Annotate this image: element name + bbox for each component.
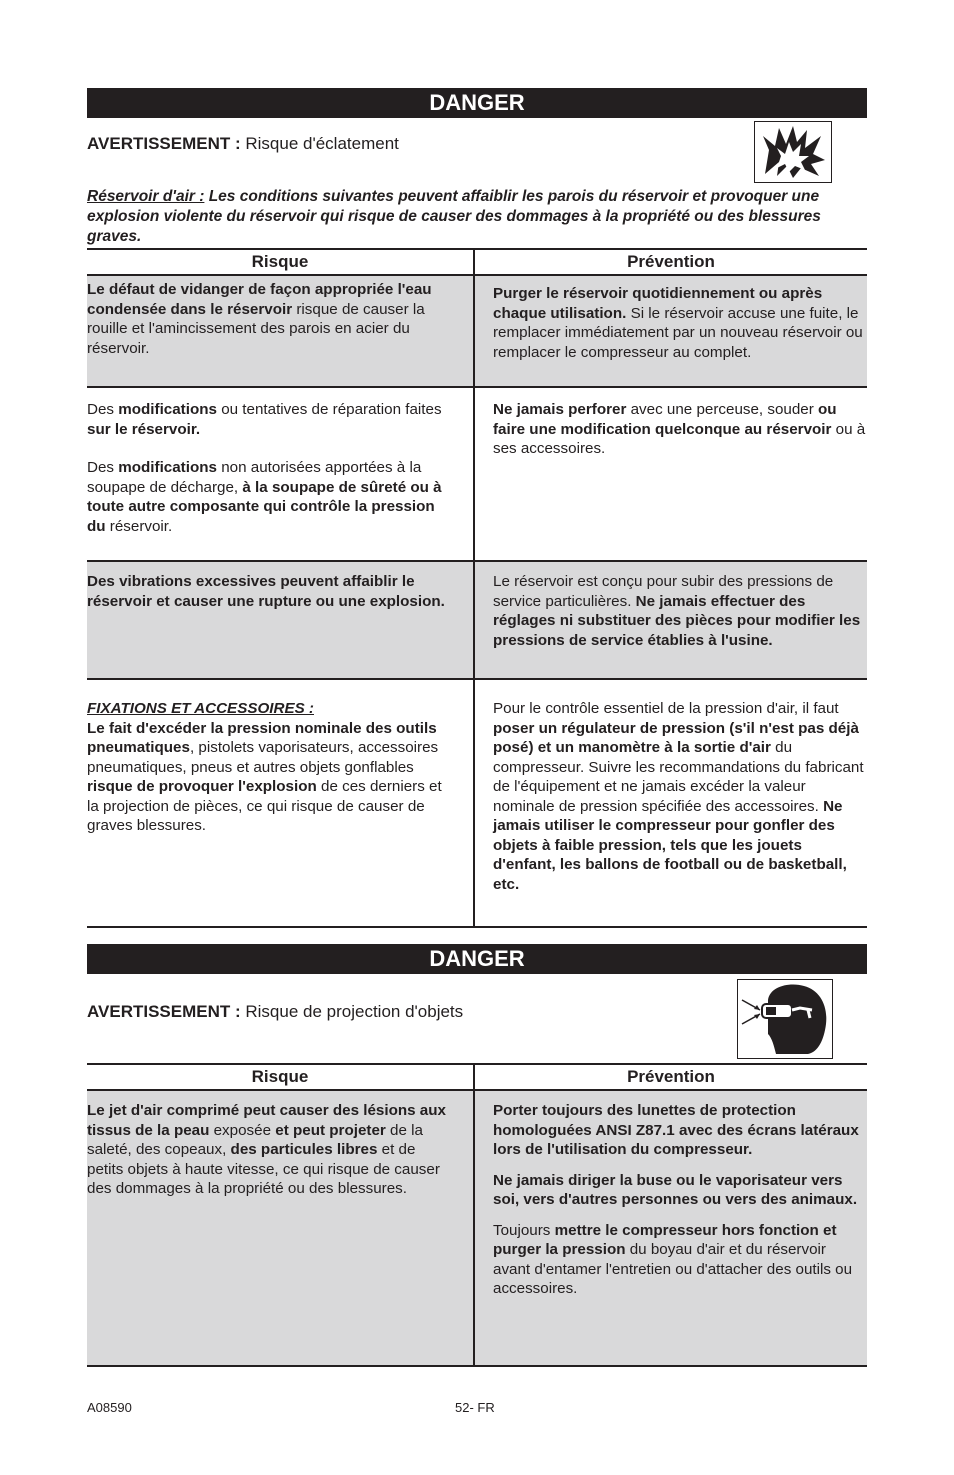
risk-text: exposée [209, 1121, 276, 1139]
intro-text: Les conditions suivantes peuvent affaiblir les parois du réservoir et provoquer une explosion violente du réservoir qui risque de causer des dommages à la propriété ou des blessures graves. [87, 188, 821, 245]
table-row [87, 1090, 867, 1366]
warning-label: AVERTISSEMENT : [87, 1002, 246, 1021]
risk-bold-text: et peut projeter [275, 1121, 386, 1139]
prevention-text: Le réservoir est conçu pour subir des pressions de service particulières. [493, 573, 834, 610]
risk-text: de la saleté, des copeaux, [87, 1121, 423, 1158]
risk-bold-text: sur le réservoir. [87, 420, 201, 438]
intro-paragraph-1 [87, 187, 867, 247]
risk-text: de ces derniers et la projection de pièces, ce qui risque de causer de graves blessures. [87, 778, 442, 834]
prevention-bold-text: Ne jamais diriger la buse ou le vaporisateur vers soi, vers d'autres personnes ou vers des animaux. [493, 1171, 858, 1208]
risk-cell [87, 387, 474, 561]
hazard-table-2 [87, 1063, 867, 1367]
page-number: 52- FR [455, 1400, 495, 1415]
risk-text: et de petits objets à haute vitesse, ce qui risque de causer des dommages à la propriété ou des blessures. [87, 1141, 440, 1197]
warning-title-1 [87, 134, 399, 154]
prevention-cell [474, 387, 867, 561]
column-header-prevention: Prévention [474, 1064, 867, 1090]
risk-bold-text: Le fait d'excéder la pression nominale des outils pneumatiques [87, 719, 437, 756]
risk-text: , pistolets vaporisateurs, accessoires pneumatiques, pneus et autres objets gonflables [87, 739, 439, 776]
prevention-text: Pour le contrôle essentiel de la pression d'air, il faut [493, 700, 839, 717]
prevention-paragraph [493, 1221, 867, 1299]
risk-bold-text: Le défaut de vidanger de façon appropriée l'eau condensée dans le réservoir [87, 281, 432, 318]
prevention-text: avec une perceuse, souder [626, 401, 819, 418]
danger-banner-1: DANGER [87, 88, 867, 118]
warning-label: AVERTISSEMENT : [87, 134, 246, 153]
warning-title-2 [87, 1002, 463, 1022]
risk-cell [87, 561, 474, 679]
prevention-cell [474, 679, 867, 927]
warning-text: Risque de projection d'objets [245, 1002, 464, 1021]
column-header-risk: Risque [87, 1064, 474, 1090]
prevention-cell [474, 561, 867, 679]
risk-bold-text: risque de provoquer l'explosion [87, 778, 317, 795]
column-header-risk: Risque [87, 249, 474, 275]
risk-bold-text: à la soupape de sûreté ou à toute autre composante qui contrôle la pression du [87, 478, 442, 535]
document-code: A08590 [87, 1400, 132, 1415]
fixations-heading: FIXATIONS ET ACCESSOIRES : [87, 700, 314, 717]
prevention-bold-text: mettre le compresseur hors fonction et purger la pression [493, 1221, 837, 1258]
risk-text: non autorisées apportées à la soupape de décharge, [87, 459, 422, 496]
explosion-icon [754, 121, 832, 183]
risk-text: Des [87, 401, 119, 418]
prevention-bold-text: ou faire une modification quelconque au réservoir [493, 401, 837, 438]
risk-cell [87, 275, 474, 387]
prevention-bold-text: Ne jamais effectuer des réglages ni substituer des pièces pour modifier les pressions de service établies à l'usine. [493, 592, 861, 649]
safety-goggles-icon [737, 979, 833, 1059]
column-header-prevention: Prévention [474, 249, 867, 275]
risk-text: ou tentatives de réparation faites [216, 401, 442, 418]
hazard-table-1 [87, 248, 867, 928]
risk-paragraph [87, 400, 455, 439]
risk-bold-text: Le jet d'air comprimé peut causer des lésions aux tissus de la peau [87, 1102, 446, 1139]
prevention-bold-text: Porter toujours des lunettes de protection homologuées ANSI Z87.1 avec des écrans latéraux lors de l'utilisation du compresseur. [493, 1102, 859, 1158]
prevention-paragraph [493, 1101, 867, 1160]
risk-bold-text: Des vibrations excessives peuvent affaiblir le réservoir et causer une rupture ou une explosion. [87, 573, 445, 610]
prevention-bold-text: Ne jamais perforer [493, 401, 627, 418]
prevention-text: Si le réservoir accuse une fuite, le remplacer immédiatement par un nouveau réservoir ou remplacer le compresseur au complet. [493, 304, 863, 361]
prevention-text: du compresseur. Suivre les recommandations du fabricant de l'équipement et ne jamais excéder la valeur nominale de pression spécifiée des accessoires. [493, 739, 864, 815]
table-row [87, 561, 867, 679]
table-row [87, 387, 867, 561]
risk-bold-text: des particules libres [230, 1141, 378, 1158]
warning-text: Risque d'éclatement [245, 134, 399, 153]
table-row [87, 679, 867, 927]
prevention-text: ou à ses accessoires. [493, 420, 866, 457]
prevention-text: Toujours [493, 1221, 555, 1239]
intro-lead: Réservoir d'air : [87, 188, 205, 205]
prevention-cell [474, 1090, 867, 1366]
risk-text: risque de causer la rouille et l'amincissement des parois en acier du réservoir. [87, 300, 425, 357]
danger-banner-2: DANGER [87, 944, 867, 974]
prevention-bold-text: poser un régulateur de pression (s'il n'est pas déjà posé) et un manomètre à la sortie d'air [493, 719, 859, 756]
risk-text: réservoir. [105, 517, 173, 535]
prevention-bold-text: Ne jamais utiliser le compresseur pour gonfler des objets à faible pression, tels que les jouets d'enfant, les ballons de football ou de basketball, etc. [493, 797, 847, 893]
prevention-paragraph [493, 1171, 867, 1210]
risk-bold-text: modifications [118, 459, 217, 476]
risk-paragraph [87, 458, 455, 536]
prevention-text: du boyau d'air et du réservoir avant d'entamer l'entretien ou d'attacher des outils ou accessoires. [493, 1241, 853, 1297]
risk-cell [87, 679, 474, 927]
prevention-bold-text: Purger le réservoir quotidiennement ou après chaque utilisation. [493, 285, 823, 322]
risk-text: Des [87, 459, 119, 476]
risk-cell [87, 1090, 474, 1366]
risk-bold-text: modifications [118, 401, 217, 418]
prevention-cell [474, 275, 867, 387]
table-row [87, 275, 867, 387]
